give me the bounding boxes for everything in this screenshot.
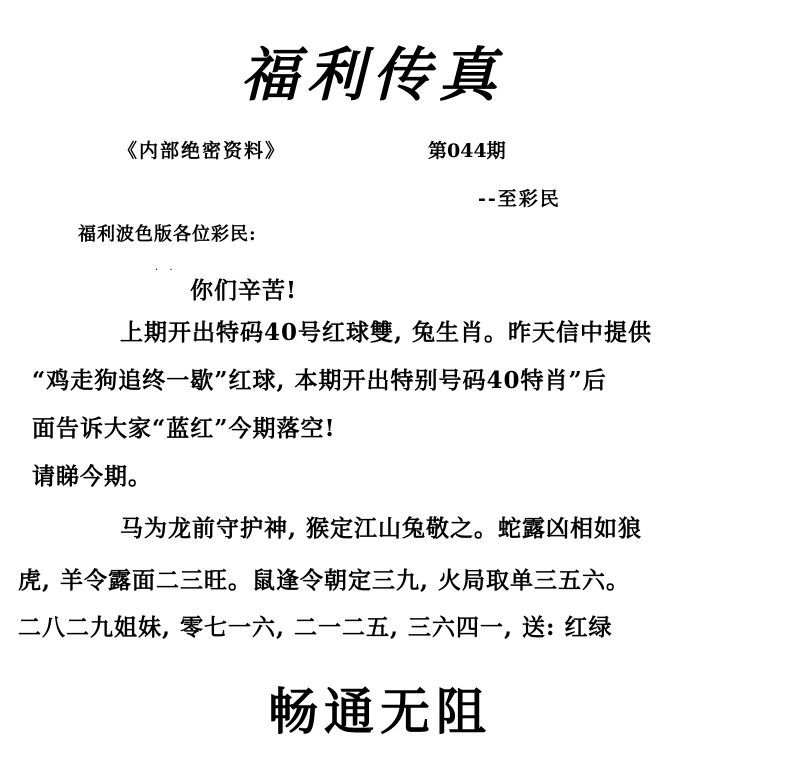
document-subtitle: 《内部绝密资料》 — [118, 140, 287, 162]
document-title: 福利传真 — [240, 41, 505, 109]
body-line-3: “鸡走狗追终一歇”红球, 本期开出特别号码40特肖”后 — [32, 367, 607, 394]
body-line-4: 面告诉大家“蓝红”今期落空! — [32, 415, 336, 442]
body-line-8: 二八二九姐妹, 零七一六, 二一二五, 三六四一, 送: 红绿 — [18, 614, 613, 641]
footer-slogan: 畅通无阻 — [268, 682, 492, 741]
dots-mark: . . — [155, 262, 177, 273]
body-line-5: 请睇今期。 — [32, 463, 152, 490]
body-line-2: 上期开出特码40号红球雙, 兔生肖。昨天信中提供 — [120, 319, 653, 346]
greeting-line: 福利波色版各位彩民: — [78, 224, 257, 245]
body-line-7: 虎, 羊令露面二三旺。鼠逢令朝定三九, 火局取单三五六。 — [18, 567, 631, 594]
body-line-6: 马为龙前守护神, 猴定江山兔敬之。蛇露凶相如狼 — [120, 515, 643, 542]
issue-number: 第044期 — [428, 140, 506, 162]
body-line-1: 你们辛苦! — [190, 277, 298, 304]
author-line: --至彩民 — [478, 188, 561, 210]
